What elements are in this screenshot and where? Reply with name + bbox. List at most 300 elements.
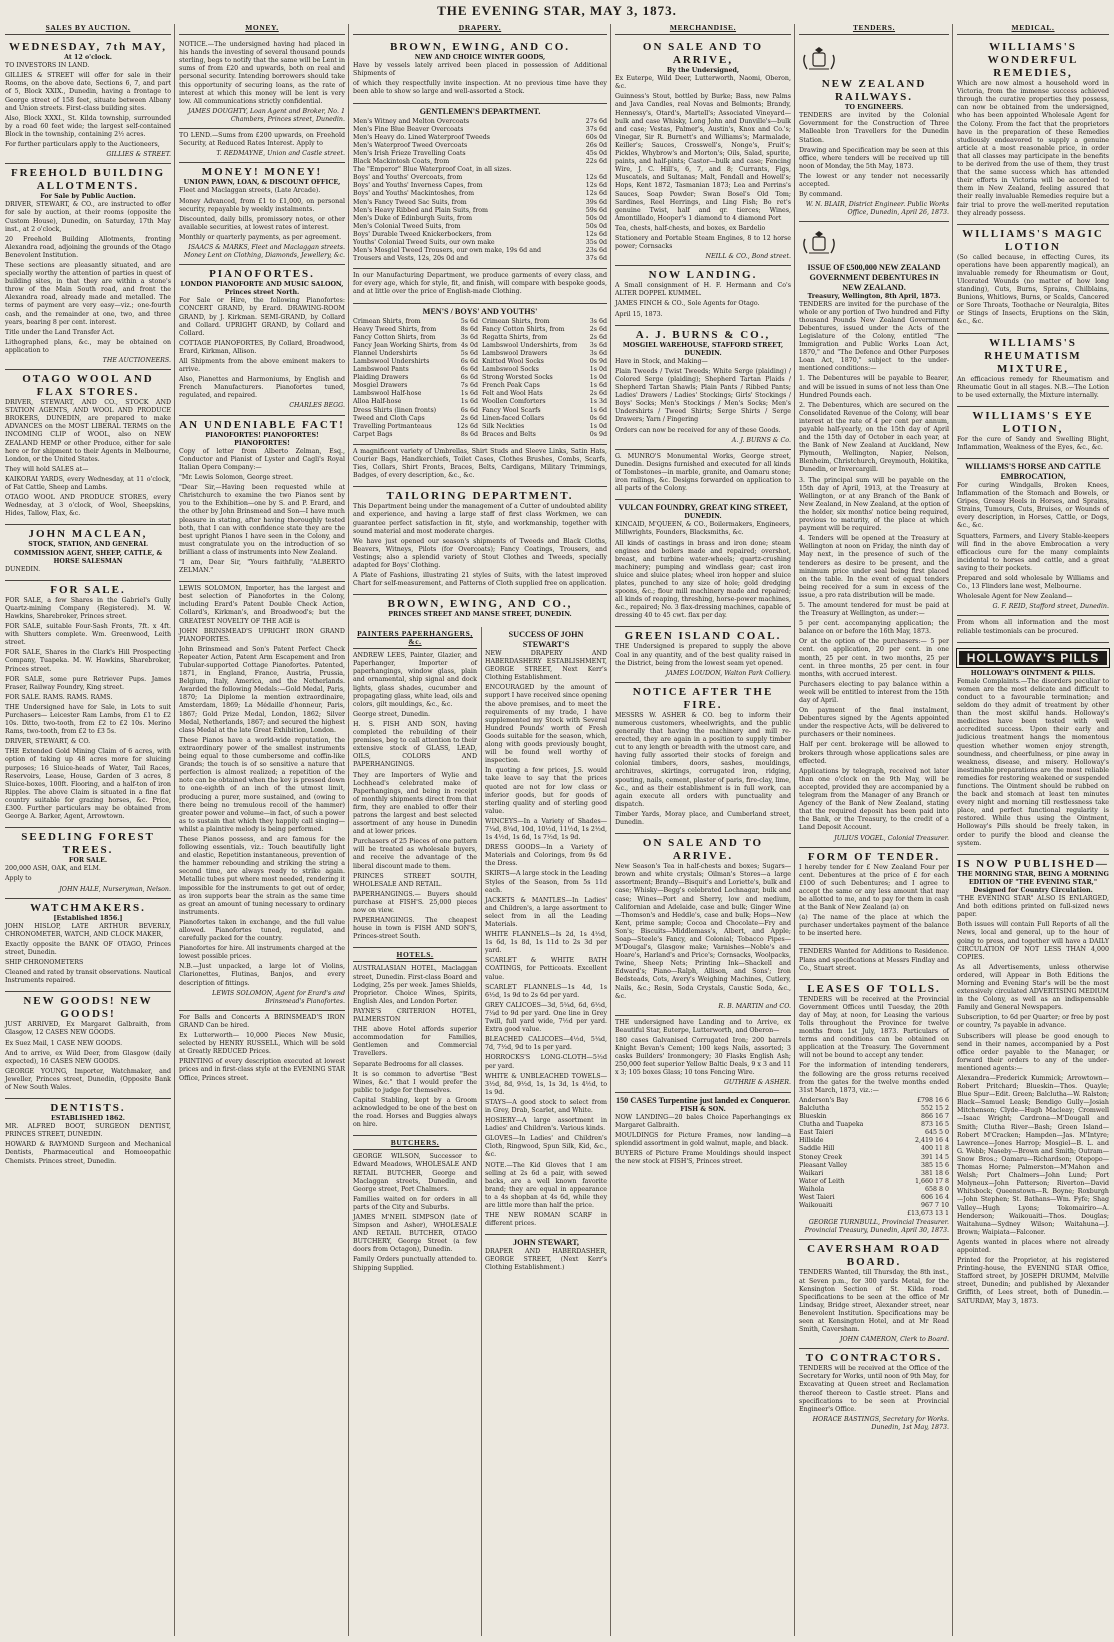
- advertisement: [957, 225, 1109, 334]
- ad-paragraph: FOR SALE, suitable Four-Sash Fronts, 7ft. x 4ft. with Shutters complete. Wm. Greenwood, Leith street.: [5, 623, 171, 647]
- section-title: GENTLEMEN'S DEPARTMENT.: [419, 106, 541, 116]
- ad-title: NEW ZEALAND RAILWAYS.: [821, 78, 927, 104]
- ad-paragraph: TENDERS Wanted for Additions to Residence. Plans and specifications at Messrs Findlay and Co., Stuart street.: [799, 948, 949, 972]
- item-name: Waikari: [799, 1169, 824, 1177]
- ad-title: DENTISTS.: [50, 1102, 126, 1115]
- advertisement: [5, 164, 171, 370]
- item-price: 385 15 6: [920, 1161, 949, 1169]
- ad-paragraph: OTAGO WOOL AND PRODUCE STORES, every Wednesday, at 3 o'clock, of Wool, Sheepskins, Hides, Tallow, Flax, &c.: [5, 494, 171, 518]
- advertisement: [615, 1016, 791, 1093]
- ad-paragraph: These sections are pleasantly situated, and are specially worthy the attention of parties in quest of building sites, in that they are within a stone's throw of the Main South road, and front the Alexandra road, already made and metalled. The terms of payment are very easy—viz.; one-fourth cash, and the remainder at one, two, and three years, bearing 8 per cent. interest.: [5, 261, 171, 326]
- item-name: Blueskin: [799, 1113, 827, 1121]
- ad-paragraph: For further particulars apply to the Auctioneers,: [5, 141, 160, 149]
- ad-paragraph: NOTE.—The Kid Gloves that I am selling at 2s 6d a pair, with sewed backs, are a well known favorite brand; they are equal in appearance to a 4s shopban at 4s 6d, while they are little more than half the price.: [485, 1161, 607, 1209]
- advertisement: [179, 38, 345, 129]
- ad-paragraph: JOHN BRINSMEAD'S UPRIGHT IRON GRAND PIANOFORTES.: [179, 627, 345, 643]
- item-price: 37s 6d: [585, 255, 607, 263]
- price-row: [353, 431, 478, 439]
- item-price: 59s 6d: [585, 206, 607, 214]
- ad-signature: JAMES DOUGHTY, Loan Agent and Broker, No. 1 Chambers, Princes street, Dunedin.: [187, 107, 345, 123]
- advertisement: [957, 334, 1109, 407]
- ad-paragraph: Discounted, daily bills, promissory notes, or other available securities, at lowest rates of interest.: [179, 215, 345, 231]
- drapery-section: [350, 24, 610, 623]
- ad-paragraph: PRINCES STREET SOUTH, WHOLESALE AND RETAIL.: [353, 872, 477, 888]
- advertisement: [957, 459, 1109, 616]
- ad-paragraph: Ex Lutterworth— 10,000 Pieces New Music, selected by HENRY RUSSELL, Which will be sold at Greatly REDUCED Prices.: [179, 1032, 345, 1056]
- ad-signature: CHARLES BEGG.: [289, 402, 345, 410]
- ad-title: PIANOFORTES.: [209, 268, 315, 281]
- ad-paragraph: COTTAGE PIANOFORTES, By Collard, Broadwood, Erard, Kirkman, Allison.: [179, 339, 345, 355]
- ad-paragraph: Alexandra—Frederick Kummick; Arrowtown—Robert Pritchard; Blueskin—Thos. Quayle; Blue Spur—Edit. Green; Balclutha—W. Ralston; Black—Samuel Leask; Bendigo Gully—Josiah Mitchenson; Clyde—Hugh Macleay; Cromwell—Isaac Wright; Cardrona—M'Dougall and Smith; Clutha River—Bash; Green Island—Robert M'Cracken; Hampden—Jas. M'Intyre; Lawrence—Jones Harrop; Mosgiel—B. L. and G. Webb; Naseby—Brown and Smith; Outram—Snow Bros.; Oamaru—Richardson; Otepopo—Thomas Horne; Palmerston—M'Mahon and Welsh; Port Chalmers—John Lund; Port Molyneux—John Patterson; Riverton—David Whitsbock; Queenstown—R. Boyne; Roxburgh—John Stephen; St. Bathans—Wm. Fyfe; Shag Valley—Hugh Lyons; Tokomairiro—A. Henderson; Waikouaiti—Thos. Douglas; Waitahuna—Sydney Wilson; Waitahuna—J. Brown; Waipiata—Falconer.: [957, 1075, 1109, 1236]
- item-price: 35s 0d: [585, 238, 607, 246]
- item-name: Men's Heavy Ribbed and Plain Suits, from: [353, 206, 489, 214]
- price-row: [799, 1129, 949, 1137]
- tolls-returns-list: [799, 1097, 949, 1218]
- money-column: [176, 24, 348, 1636]
- item-name: Men's Fine Blue Beaver Overcoats: [353, 125, 464, 133]
- ad-signature: NEILL & CO., Bond street.: [705, 253, 791, 261]
- item-name: Woollen Comforters: [482, 398, 546, 406]
- ad-paragraph: As all Advertisements, unless otherwise ordered, will Appear in Both Editions the Morning and Evening Star's will be the most extensively circulated ADVERTISING MEDIUM in the Colony, as well as an indispensable Family and General Newspapers.: [957, 963, 1109, 1012]
- ad-subtitle: PRINCES STREET AND MANSE STREET, DUNEDIN.: [388, 611, 572, 619]
- price-row: [799, 1170, 949, 1178]
- column-rule: [952, 24, 953, 1636]
- item-name: Boys' and Youths' Overcoats, from: [353, 174, 463, 182]
- item-name: Hillside: [799, 1137, 824, 1145]
- ad-paragraph: A Plate of Fashions, illustrating 21 styles of Suits, with the latest improved Chart for self-measurement, and Patterns of Cloth supplied free on application.: [353, 572, 607, 588]
- item-price: 873 16 5: [920, 1121, 949, 1129]
- column-header: MEDICAL.: [957, 24, 1109, 35]
- ad-paragraph: Apply to: [5, 875, 32, 883]
- advertisement: [615, 450, 791, 500]
- item-price: 0s 6d: [589, 414, 607, 422]
- ad-paragraph: John Brinsmead and Son's Patent Perfect Check Repeater Action, Patent Arm Escapement and Iron Tubular-supported Cottage Pianofortes. Patented, 1871, in England, France, Austria, Prussia, Belgium, Italy, America, and the Netherlands. Awarded the following Medals:—Gold Medal, Paris, 1870; La Diplome la mention extraordinaire, Amsterdam, 1869; La Médaille d'honneur, Paris, 1867; Gold Prize Medal, London, 1862; Silver Medal, Netherlands, 1867; and secured the highest class Medal at the late Great Exhibition, London.: [179, 645, 345, 734]
- price-row: [353, 342, 478, 350]
- ad-paragraph: Plain Tweeds / Twist Tweeds; White Serge (plaiding) / Colored Serge (plaiding); Shepherd Tartan Plaids / Shepherd Tartan Shawls; Plain Pants / Ribbed Pants; Ladies' Drawers / Ladies' Stockings; Girls' Stockings / Boys' Socks; Men's Stockings / Men's Socks; Men's Undershirts / Tweed Shirts; Serge Shirts / Serge Drawers; Yarn / Fingering: [615, 367, 791, 424]
- price-row: [482, 326, 607, 334]
- item-name: Dress Shirts (linen fronts): [353, 406, 437, 414]
- price-row: [353, 366, 478, 374]
- ad-subtitle: [Established 1856.]: [53, 914, 123, 922]
- ad-title: TAILORING DEPARTMENT.: [386, 490, 574, 503]
- ad-paragraph: Separate Bedrooms for all classes.: [353, 1060, 464, 1068]
- ad-paragraph: Squatters, Farmers, and Livery Stable-keepers will find in the above Embrocation a very efficacious cure for the many complaints incidental to horses and cattle, and a great saving to their pockets.: [957, 532, 1109, 572]
- item-price: 1s 0d: [589, 374, 607, 382]
- item-price: 26s 0d: [585, 141, 607, 149]
- item-price: 50s 0d: [585, 222, 607, 230]
- ad-paragraph: DUNEDIN.: [5, 565, 41, 573]
- ad-paragraph: Ex Suez Mail, 1 CASE NEW GOODS.: [5, 1039, 123, 1047]
- ad-paragraph: Lithographed plans, &c., may be obtained on application to: [5, 338, 171, 354]
- ad-subtitle: TO ENGINEERS.: [844, 104, 904, 112]
- ad-subtitle: PIANOFORTES! PIANOFORTES! PIANOFORTES!: [205, 431, 319, 447]
- item-price: 400 11 8: [920, 1145, 949, 1153]
- ad-paragraph: "Dear Sir,—Having been requested while at Christchurch to examine the two Pianos sent by you to the Exhibition—one by S. and P. Erard, and the other by John Brinsmead and Son—I have much pleasure in stating, after having thoroughly tested both, that I can with confidence state they are the best upright Pianos I have seen in the Colony, and must congratulate you on the introduction of so brilliant a class of instruments into New Zealand.: [179, 484, 345, 556]
- item-name: Men's Colonial Tweed Suits, from: [353, 222, 461, 230]
- advertisement: [799, 980, 949, 1241]
- stewart-advertisement: [485, 1235, 607, 1278]
- ad-paragraph: N.B.—Just unpacked, a large lot of Violins, Clarionettes, Flutinas, Banjos, and every description of fittings.: [179, 963, 345, 987]
- ad-paragraph: April 15, 1873.: [615, 310, 663, 318]
- item-price: 37s 6d: [585, 125, 607, 133]
- price-row: [353, 182, 607, 190]
- ad-paragraph: Capital Stabling, kept by a Groom acknowledged to be one of the best on the road. Horses and Buggies always on hire.: [353, 1096, 477, 1129]
- ad-paragraph: THE Undersigned is prepared to supply the above Coal in any quantity, and of the best quality raised in the District, being from the lowest seam yet opened.: [615, 643, 791, 667]
- gentlemens-department: [353, 104, 607, 270]
- ad-paragraph: PAYNE'S CRITERION HOTEL, PALMERSTON: [353, 1007, 477, 1024]
- item-price: 45s 0d: [585, 149, 607, 157]
- ad-title: JOHN MACLEAN,: [28, 528, 148, 541]
- item-name: Alloa Half-hose: [353, 398, 402, 406]
- item-price: 381 18 6: [920, 1169, 949, 1177]
- item-name: Travelling Portmanteaus: [353, 422, 432, 430]
- ad-paragraph: Printed for the Proprietor, at his registered Printing-house, the EVENING STAR Office, Stafford street, by JOSEPH DRUMM, Melville street, Dunedin; and published by Alexander Griffith, of Lees street, both of Dunedin.—SATURDAY, May 3, 1873.: [957, 1257, 1109, 1305]
- ad-subtitle: THE MORNING STAR, BEING A MORNING EDITION OF "THE EVENING STAR," Designed for Country Circulation.: [957, 870, 1109, 894]
- ad-paragraph: JUST ARRIVED, Ex Margaret Galbraith, from Glasgow, 12 CASES NEW GOODS.: [5, 1021, 171, 1037]
- ad-paragraph: Female Complaints.—The disorders peculiar to women are the most delicate and difficult to conduct to a favourable termination; and seldom do they admit of treatment by other than the most skilful hands. Holloway's medicines have been tested with well accredited success. Upon their early and judicious treatment hangs the momentous question whether women enjoy strength, soundness, and cheerfulness, or pine away in weakness, disease, and misery. Holloway's inestimable preparations are the most reliable remedies for restoring weakened or suspended functions. The Ointment should be rubbed on the back and stomach at least ten minutes every night and morning till restlessness take place, and perfect functional regularity is restored. While thus using the Ointment, Holloway's Pills should be freely taken, in order to purify the blood and cleanse the system.: [957, 677, 1109, 847]
- ad-paragraph: H. S. FISH AND SON, having completed the rebuilding of their premises, beg to call attention to their extensive stock of GLASS, LEAD, OILS, COLORS AND PAPERHANGINGS.: [353, 720, 477, 769]
- item-price: 0s 9d: [589, 358, 607, 365]
- item-price: 4s 0d: [460, 341, 478, 349]
- ad-title: VULCAN FOUNDRY, GREAT KING STREET,: [618, 503, 788, 513]
- ad-signature: T. REDMAYNE, Union and Castle street.: [216, 150, 345, 158]
- column-header: SALES BY AUCTION.: [5, 24, 171, 35]
- ad-subtitle: MOSGIEL WAREHOUSE, STAFFORD STREET, DUNEDIN.: [622, 341, 784, 357]
- item-name: Fancy Jean Working Shirts, from: [353, 341, 457, 349]
- ad-paragraph: LEWIS SOLOMON, Importer, has the largest and best selection of Pianofortes in the Colony, including Erard's Patent Double Check Action, Collard's, Kirkman's, and Broadwood's; but the GREATEST NOVELTY OF THE AGE is: [179, 585, 345, 625]
- ad-paragraph: NOTICE.—The undersigned having had placed in his hands the investing of several thousand pounds sterling, begs to notify that the same will be Lent in sums of from £20 and upwards, both on real and personal security. Intending borrowers should take this opportunity of securing loans, as the rate of interest at which this money will be lent is very low. All communications strictly confidential.: [179, 41, 345, 105]
- ad-paragraph: On payment of the final instalment, Debentures signed by the Agents appointed under the respective Acts, will be delivered to purchasers or their nominees.: [799, 707, 949, 739]
- ad-paragraph: Wholesale Agent for New Zealand—: [957, 593, 1073, 601]
- ad-paragraph: GLOVES—In Ladies' and Children's Cloth, Ringwood, Spun Silk, Kid, &c., &c.: [485, 1135, 607, 1159]
- item-name: Crimean Shirts, from: [482, 317, 550, 325]
- advertisement: [5, 370, 171, 525]
- item-price: 606 16 4: [920, 1193, 949, 1201]
- item-price: £13,673 13 1: [906, 1210, 949, 1218]
- ad-paragraph: Agents wanted in places where not already appointed.: [957, 1238, 1109, 1254]
- ad-paragraph: Subscription, to 6d per Quarter; or free by post or country, 7s payable in advance.: [957, 1014, 1109, 1030]
- ad-signature: JOHN CAMERON, Clerk to Board.: [839, 1336, 949, 1344]
- ad-title: 150 CASES Turpentine just landed ex Conqueror.: [615, 1095, 791, 1105]
- price-row: [482, 382, 607, 390]
- ad-signature: THE AUCTIONEERS.: [102, 357, 171, 364]
- ad-paragraph: All kinds of castings in brass and iron done; steam engines and boilers made and repaired; overshot, breast, and turbine water-wheels; quartz-crushing machinery; pumping and windlass gear; cast iron sluice and sluice plates; wheel iron hopper and sluice plates, punched to any size of hole; gold dredging spoons, &c.; flour mill machinery made and repaired; all kinds of reaping, threshing, horse-power machines, &c., repaired; No. 3 flax-dressing machines, capable of dressing 40 to 45 cwt. flax per day.: [615, 539, 791, 620]
- ad-paragraph: GEORGE YOUNG, Importer, Watchmaker, and Jeweller, Princes street, Dunedin, (Opposite Bank of New South Wales.: [5, 1067, 171, 1091]
- item-name: Silk Neckties: [482, 422, 525, 430]
- ad-paragraph: New Season's Tea in half-chests and boxes; Sugars—brown and white crystals; Oilman's Stores—a large assortment; Brandy—Bisquit's and Loriette's, bulk and case; Whisky—Begg's celebrated Lochnagar, bulk and case; Wines—Port and Sherry, low and medium, Californian and Adelaide, case and bulk; Ginger Wine—Thomson's and Heddle's, case and bulk; Hops—New Kent, prime sample; Cocoa and Chocolate—Fry and Son's; Biscuits—Middlemass's, Albert, and Apple; Soap—Steele's Fancy, and Colonial; Tobacco Pipes—M'Dougal's, Glasgow make; Varnishes—Noble's and Hoare's, Harland's and Price's; Cornsacks, Woolpacks, Twine, Sheep Nets; Printing Ink—Shackell and Edward's; Piano—Ralph, Allison, and Sons'; Iron Bedsteads, Cots, Avery's Weighing Machines, Cutlery, Nails, &c.; Resin, Soda Crystals, Caustic Soda, &c., &c.: [615, 863, 791, 1000]
- advertisement: [957, 38, 1109, 225]
- royal-coat-of-arms-icon: [799, 43, 839, 73]
- ad-paragraph: For curing Windgalls, Broken Knees, Inflammation of the Stomach and Bowels, or Gripes, Greasy Heels in Horses, and Sprains, Strains, Tumours, Cuts, Bruises, or Wounds of every description, in Horses, Cattle, or Dogs, &c., &c.: [957, 482, 1109, 530]
- price-row: [482, 342, 607, 350]
- ad-title: IS NOW PUBLISHED—: [957, 857, 1109, 870]
- ad-paragraph: 5. The amount tendered for must be paid at the Treasury at Wellington, as under:—: [799, 601, 949, 618]
- price-row: [353, 190, 607, 198]
- item-price: 3s 6d: [589, 349, 607, 357]
- ad-subtitle: HOLLOWAY'S OINTMENT & PILLS.: [970, 669, 1096, 677]
- ad-paragraph: G. MUNRO'S Monumental Works, George street, Dunedin. Designs furnished and executed for all kinds of Tombstones—in marble, granite, and Oamaru stone; iron railings, &c. Designs forwarded on application to all parts of the Colony.: [615, 452, 791, 493]
- advertisement: [957, 407, 1109, 459]
- item-name: The "Emperor" Blue Waterproof Coat, in all sizes.: [353, 166, 512, 174]
- ad-paragraph: "Mr. Lewis Solomon, George street.: [179, 474, 294, 482]
- price-row: [353, 207, 607, 215]
- item-name: Knitted Wool Socks: [482, 358, 544, 365]
- item-price: 1s 6d: [460, 398, 478, 406]
- item-price: 22s 6d: [585, 158, 607, 166]
- item-price: 2s 6d: [589, 390, 607, 398]
- ad-paragraph: KAIKORAI YARDS, every Wednesday, at 11 o'clock, of Fat Cattle, Sheep and Lambs.: [5, 475, 171, 492]
- item-name: Felt and Wool Hats: [482, 390, 543, 398]
- item-name: Lambswool Socks: [482, 366, 539, 374]
- price-row: [482, 358, 607, 366]
- ad-title: TO CONTRACTORS.: [805, 1352, 943, 1365]
- ad-paragraph: Also, Pianettes and Harmoniums, by English and French Manufacturers. Pianofortes tuned, regulated, and repaired.: [179, 376, 345, 400]
- advertisement: [179, 265, 345, 415]
- ad-paragraph: MESSRS W. ASHER & CO. beg to inform their numerous customers, wheelwrights, and the public generally that having the machinery and mill re-erected, they are again in a position to supply timber cut to any length or breadth with the utmost care, and having fully assorted their stocks of foreign and colonial timbers, doors, sashes, mouldings, architraves, skirtings, corrugated iron, ridging, spouting, nails, cement, plaster of paris, fire-clay, lime, &c., and as their establishment is in full work, can again execute all orders with punctuality and dispatch.: [615, 711, 791, 808]
- price-row: [353, 118, 607, 126]
- price-row: [353, 334, 478, 342]
- ad-paragraph: HOWARD & RAYMOND Surgeon and Mechanical Dentists, Pharmaceutical and Homoeopathic Chemists. Princes street, Dunedin.: [5, 1141, 171, 1165]
- ad-paragraph: Title under the Land Transfer Act.: [5, 328, 115, 336]
- ad-signature: G. F. REID, Stafford street, Dunedin.: [992, 603, 1109, 611]
- item-price: 7s 6d: [460, 382, 478, 390]
- ad-title: GREEN ISLAND COAL.: [624, 630, 782, 643]
- price-row: [353, 126, 607, 134]
- ad-title: NOTICE AFTER THE FIRE.: [632, 685, 774, 711]
- ad-paragraph: ANDREW LEES, Painter, Glazier, and Paperhanger, Importer of paperhangings, window glass, plain and ornamental, ship signal and dock lights, glass shades, cucumber and propagating glass, white lead, oils and colors, gilt mouldings, &c., &c.: [353, 652, 477, 708]
- ad-paragraph: Money Advanced, from £1 to £1,000, on personal security, repayable by weekly instalments.: [179, 197, 345, 213]
- ad-title: ISSUE OF £500,000 NEW ZEALAND GOVERNMENT DEBENTURES IN NEW ZEALAND.: [807, 262, 941, 292]
- ad-paragraph: Pianofortes taken in exchange, and the full value allowed. Pianofortes tuned, regulated, and carefully packed for the country.: [179, 918, 345, 943]
- item-name: Men's Duke of Edinburgh Suits, from: [353, 214, 473, 222]
- item-name: Boys' and Youths' Mackintoshes, from: [353, 190, 475, 198]
- item-name: Fancy Wool Scarfs: [482, 406, 541, 414]
- advertisement: [799, 38, 949, 222]
- price-row: [482, 334, 607, 342]
- column-rule: [348, 24, 349, 1636]
- ad-paragraph: For Balls and Concerts A BRINSMEAD'S IRON GRAND Can be hired.: [179, 1013, 345, 1029]
- price-row: [799, 1194, 949, 1202]
- ad-paragraph: FOR SALE, a few Shares in the Gabriel's Gully Quartz-mining Company (Registered). M. W. Hawkins, Sharebroker, Princes street.: [5, 596, 171, 620]
- item-name: Waihola: [799, 1185, 825, 1193]
- item-name: Men's Mosgiel Tweed Trousers, our own make, 19s 6d and: [353, 247, 542, 255]
- ad-paragraph: These Pianos possess, and are famous for the following essentials, viz.: Touch beautifully light and elastic, Repetition instantaneous, prevention of the hammer rebounding and striking the string a second time, are always ready to strike again. Metallic tubes put where most needed, rendering it impossible for the instruments to get out of order, as iron supports bear the strain as the same time as great an amount of tuning necessary to ordinary instruments.: [179, 835, 345, 916]
- advertisement: [353, 595, 607, 623]
- ad-paragraph: Tea, chests, half-chests, and boxes, ex Bardelio: [615, 224, 766, 232]
- advertisement: [353, 487, 607, 595]
- price-row: [799, 1162, 949, 1170]
- item-name: Men's Witney and Melton Overcoats: [353, 117, 470, 125]
- item-price: 8s 6d: [460, 430, 478, 438]
- item-price: 1s 0d: [589, 366, 607, 374]
- item-name: Water of Leith: [799, 1177, 845, 1185]
- ad-signature: R. B. MARTIN and CO.: [718, 1002, 791, 1010]
- item-price: 2s 6d: [460, 414, 478, 422]
- price-row: [353, 255, 607, 263]
- advertisement: [615, 683, 791, 834]
- price-row: [799, 1105, 949, 1113]
- column-header: MONEY.: [179, 24, 345, 35]
- advertisement: [799, 945, 949, 979]
- ad-paragraph: For the information of intending tenderers, the following are the gross returns received from the gates for the twelve months ended 31st March, 1873, viz.:—: [799, 1062, 949, 1094]
- item-price: 6s 6d: [460, 366, 478, 374]
- advertisement: [799, 848, 949, 946]
- advertisement: [353, 38, 607, 103]
- item-name: Fancy Cotton Shirts, from: [482, 325, 565, 333]
- item-price: 1s 6d: [460, 390, 478, 398]
- ad-paragraph: Copy of letter from Alberto Zelman, Esq., Conductor and Pianist of Lyster and Cagli's Royal Italian Opera Company:—: [179, 447, 345, 471]
- item-price: 645 5 0: [924, 1129, 949, 1137]
- advertisement: [179, 582, 345, 1011]
- ad-paragraph: PAPERHANGINGS. The cheapest house in town is FISH AND SON'S, Princes-street South.: [353, 917, 477, 941]
- item-name: Youths' Colonial Tweed Suits, our own make: [353, 238, 495, 246]
- item-price: 3s 6d: [589, 317, 607, 325]
- ad-subtitle: FISH & SON.: [680, 1105, 726, 1113]
- ad-paragraph: Stationery and Portable Steam Engines, 8 to 12 horse power; Cornsacks: [615, 234, 791, 251]
- ad-paragraph: JAMES FINCH & CO., Sole Agents for Otago.: [615, 300, 760, 308]
- ad-title: WILLIAMS'S MAGIC LOTION: [962, 227, 1104, 253]
- ad-title: NOW LANDING.: [648, 269, 758, 282]
- ad-paragraph: THE above Hotel affords superior accommodation for Families, Gentlemen and Commercial Travellers.: [353, 1026, 477, 1058]
- ad-paragraph: BUYERS of Picture Frame Mouldings should inspect the new stock at FISH'S, Princes street.: [615, 1150, 791, 1166]
- item-price: 6s 6d: [460, 406, 478, 414]
- price-row: [799, 1137, 949, 1145]
- ad-paragraph: WHITE & UNBLEACHED TOWELS—3½d, 8d, 9½d, 1s, 1s 3d, 1s 4½d, to 1s 9d.: [485, 1072, 607, 1096]
- ad-title: JOHN STEWART,: [513, 1238, 579, 1248]
- item-price: 5s 6d: [460, 349, 478, 357]
- ad-paragraph: DRESS GOODS—In a Variety of Materials and Colorings, from 9s 6d the Dress.: [485, 844, 607, 868]
- price-row: [353, 374, 478, 382]
- ad-paragraph: Ex Euterpe, Wild Deer, Lutterworth, Naomi, Oberon, &c.: [615, 75, 791, 91]
- merchandise-column: [612, 24, 794, 1636]
- item-name: Anderson's Bay: [799, 1096, 849, 1104]
- item-name: Balclutha: [799, 1104, 830, 1112]
- ad-title: BROWN, EWING, AND CO.: [389, 41, 571, 54]
- item-price: 866 16 7: [920, 1113, 949, 1121]
- advertisement: [5, 581, 171, 828]
- ad-paragraph: SCARLET FLANNELS—1s 4d, 1s 6½d, 1s 9d to 2s 6d per yard.: [485, 983, 607, 999]
- item-price: 1s 6d: [589, 382, 607, 390]
- item-price: 6s 6d: [460, 358, 478, 365]
- price-row: [482, 415, 607, 423]
- price-row: [353, 326, 478, 334]
- ad-paragraph: SCARLET & WHITE BATH COATINGS, for Petticoats. Excellent value.: [485, 957, 607, 981]
- advertisement: [799, 222, 949, 847]
- ad-paragraph: 200,000 ASH, OAK, and ELM.: [5, 865, 101, 873]
- ad-paragraph: Fleet and Maclaggan streets, (Late Arcade).: [179, 187, 321, 195]
- ad-subtitle: At 12 o'clock.: [64, 54, 112, 62]
- ad-paragraph: JAMES M'NEIL SIMPSON (late of Simpson and Asher), WHOLESALE AND RETAIL BUTCHER, OTAGO BUTCHERY, George Street (a few doors from Octagon), Dunedin.: [353, 1214, 477, 1254]
- ad-signature: A. J. BURNS & Co.: [731, 436, 791, 444]
- ad-paragraph: TENDERS are invited for the purchase of the whole or any portion of Two hundred and Fifty thousand Pounds New Zealand Government Debentures, issued under the Acts of the Legislature of the Colony, entitled "The Immigration and Public Works Loan Act, 1870," and "The Defence and Other Purposes Loan Act, 1870," subject to the under-mentioned conditions:—: [799, 300, 949, 373]
- lower-advertisement: [353, 1136, 477, 1278]
- item-price: 1s 0d: [589, 422, 607, 430]
- masthead-title: THE EVENING STAR, MAY 3, 1873.: [437, 3, 677, 18]
- ad-paragraph: FOR SALE, Shares in the Clark's Hill Prospecting Company, Tuapeka. M. W. Hawkins, Sharebroker, Princes street.: [5, 649, 171, 673]
- ad-title: CAVERSHAM ROAD BOARD.: [807, 1243, 941, 1269]
- advertisement: [5, 828, 171, 898]
- ad-paragraph: AUSTRALASIAN HOTEL, Maclaggan street, Dunedin. First-class Board and Lodging, 25s per week. James Shields, Proprietor. Choice Wines, Spirits, English Ales, and London Porter.: [353, 965, 477, 1005]
- ad-signature: JAMES LOUDON, Walton Park Colliery.: [665, 669, 791, 677]
- royal-coat-of-arms-icon: [799, 227, 839, 257]
- ad-title: WILLIAMS'S RHEUMATISM MIXTURE,: [984, 336, 1082, 375]
- ad-paragraph: 180 cases Galvanised Corrugated Iron; 200 barrels Knight Bevan's Cement; 100 kegs Nails, assorted; 3 casks Builders' Ironmongery; 30 Flasks English Ash; 250,000 feet superior Yellow Baltic Deals, 9 x 3 and 11 x 3; 105 boxes Glass; 10 tons Fencing Wire.: [615, 1037, 791, 1077]
- price-row: [353, 239, 607, 247]
- ad-paragraph: Which are now almost a household word in Victoria, from the immense success achieved through the curative properties they possess, can now be obtained from the undersigned, who has been appointed Wholesale Agent for the Colony. From the fact that the proprietors have in the preparation of these Remedies studiously endeavored to supply a genuine article at a most reasonable price, in order that all classes may participate in the benefits to be derived from the use of them, they trust that the same success which has attended their efforts in Victoria will be accorded to them in New Zealand, feeling assured that their really invaluable Remedies require but a fair trial to prove the well-merited reputation they already possess.: [957, 80, 1109, 217]
- item-name: Regatta Shirts, from: [482, 333, 548, 341]
- ad-signature: HORACE BASTINGS, Secretary for Works. Dunedin, 1st May, 1873.: [812, 1415, 949, 1431]
- item-price: 39s 6d: [585, 198, 607, 206]
- item-name: Heavy Tweed Shirts, from: [353, 325, 437, 333]
- price-row: [799, 1202, 949, 1210]
- ad-paragraph: Applications by telegraph, received not later than one o'clock on the 9th May, will be accepted, provided they are accompanied by a telegram from the Manager of any Branch or Agency of the Bank of New Zealand, stating that the required deposit has been paid into the Bank, or the Treasury, to the credit of a Land Deposit Account.: [799, 767, 949, 832]
- tenders-column: [796, 24, 952, 1636]
- ad-paragraph: They will hold SALES at—: [5, 465, 89, 473]
- ad-paragraph: THE NEW ROMAN SCARF in different prices.: [485, 1212, 607, 1228]
- item-price: 27s 6d: [585, 117, 607, 125]
- ad-signature: ISAACS & MARKS, Fleet and Maclaggan streets. Money Lent on Clothing, Diamonds, Jewellery, &c.: [183, 243, 345, 260]
- ad-paragraph: THE Extended Gold Mining Claim of 6 acres, with option of taking up 48 acres more for sluicing purposes; 16 Sluice-heads of Water, Tail Races, Reservoirs, Lease, House, Garden of 3 acres, 8 Sluice-boxes, 100ft. Flooring, and a half-ton of iron Ripples. The above Claim is situated in a fine flat country suitable for grazing horses, &c. Price, £300. Further particulars may be obtained from George A. Barker, Agent, Arrowtown.: [5, 748, 171, 821]
- item-name: Trousers and Vests, 12s, 20s 0d and: [353, 255, 469, 263]
- item-name: Linen-faced Collars: [482, 414, 545, 422]
- item-name: Plaiding Drawers: [353, 374, 409, 382]
- ad-paragraph: I hereby tender for £ New Zealand Four per cent. Debentures at the price of £ for each £100 of such Debentures; and I agree to accept the same or any less amount that may be allotted to me, and to pay for them in cash at the Bank of New Zealand (a) on: [799, 863, 949, 912]
- item-price: 50s 0d: [585, 214, 607, 222]
- price-row: [482, 366, 607, 374]
- item-name: East Taieri: [799, 1129, 834, 1137]
- item-name: Tweed and Cloth Caps: [353, 414, 425, 422]
- lower-advertisement: [353, 948, 477, 1136]
- two-column-lists: [353, 317, 607, 440]
- ad-paragraph: NEW DRAPERY AND HABERDASHERY ESTABLISHMENT, GEORGE STREET, Next Kerr's Clothing Establishment.: [485, 650, 607, 682]
- section-header: PAINTERS PAPERHANGERS, &c.: [353, 630, 477, 649]
- price-row: [353, 150, 607, 158]
- price-row: [799, 1113, 949, 1121]
- price-row: [353, 215, 607, 223]
- advertisement: [179, 1011, 345, 1089]
- ad-paragraph: Monthly or quarterly payments, as per agreement.: [179, 233, 342, 241]
- item-name: Stoney Creek: [799, 1153, 843, 1161]
- ad-paragraph: NOW LANDING—20 bales Choice Paperhangings ex Margaret Galbraith.: [615, 1113, 791, 1129]
- ad-title: AN UNDENIABLE FACT!: [179, 418, 345, 431]
- advertisement: [179, 163, 345, 265]
- ad-subtitle: DUNEDIN.: [684, 513, 722, 521]
- price-row: [482, 350, 607, 358]
- ad-paragraph: TENDERS will be received at the Office of the Secretary for Works, until noon of 9th May, for Excavating at Queen street and Reclamation thereof thereon to Castle street. Plans and specifications to be seen at Provincial Engineer's Office.: [799, 1365, 949, 1413]
- item-price: 1s 6d: [589, 406, 607, 414]
- boys-price-list: [482, 318, 607, 439]
- ad-paragraph: Purchasers of 25 Pieces of one pattern will be treated as wholesale buyers, and receive the advantage of the liberal discount made to them.: [353, 838, 477, 870]
- ad-paragraph: GREY CALICOES—3d, 5¼d, 6d, 6½d, 7¼d to 9d per yard. One line in Grey Twill, full yard wide, 7½d per yard. Extra good value.: [485, 1001, 607, 1034]
- price-row: [353, 142, 607, 150]
- item-price: 5s 6d: [460, 317, 478, 325]
- mens-price-list: [353, 318, 478, 439]
- advertisement: [615, 1093, 791, 1173]
- price-row: [482, 423, 607, 431]
- ad-paragraph: 20 Freehold Building Allotments, fronting Alexandra road, adjoining the grounds of the Otago Benevolent Institution.: [5, 235, 171, 259]
- section-header: HOTELS.: [353, 951, 477, 962]
- item-price: 60s 0d: [585, 133, 607, 141]
- price-row: [482, 398, 607, 406]
- ad-paragraph: GEORGE WILSON, Successor to Edward Meadows, WHOLESALE AND RETAIL BUTCHER, George and Maclaggan streets, Dunedin, and George street, Port Chalmers.: [353, 1153, 477, 1193]
- ad-paragraph: 3. The principal sum will be payable on the 15th day of April, 1913, at the Treasury at Wellington, or at any Branch of the Bank of New Zealand, in New Zealand, at the option of the holder, six months' notice being required, previous to maturity, of the place at which payment will be required.: [799, 476, 949, 533]
- item-name: Strong Worsted Socks: [482, 374, 553, 382]
- item-price: 2s 6d: [589, 325, 607, 333]
- ad-title: ON SALE AND TO ARRIVE.: [642, 837, 764, 863]
- ad-paragraph: (So called because, in effecting Cures, its operations have been apparently magical), an invaluable remedy for Rheumatism or Gout, Ulcerated Wounds (no matter of how long standing), Cuts, Burns, Sprains, Chilblains, Bunions, Whitlows, Burns, or Scalds, Cancered or Sore Throats, Toothache or Neuralgia, Bites or Stings of Insects, Eruptions on the Skin, &c., &c.: [957, 253, 1109, 326]
- item-price: 0s 9d: [589, 430, 607, 438]
- item-price: 967 7 10: [920, 1202, 949, 1210]
